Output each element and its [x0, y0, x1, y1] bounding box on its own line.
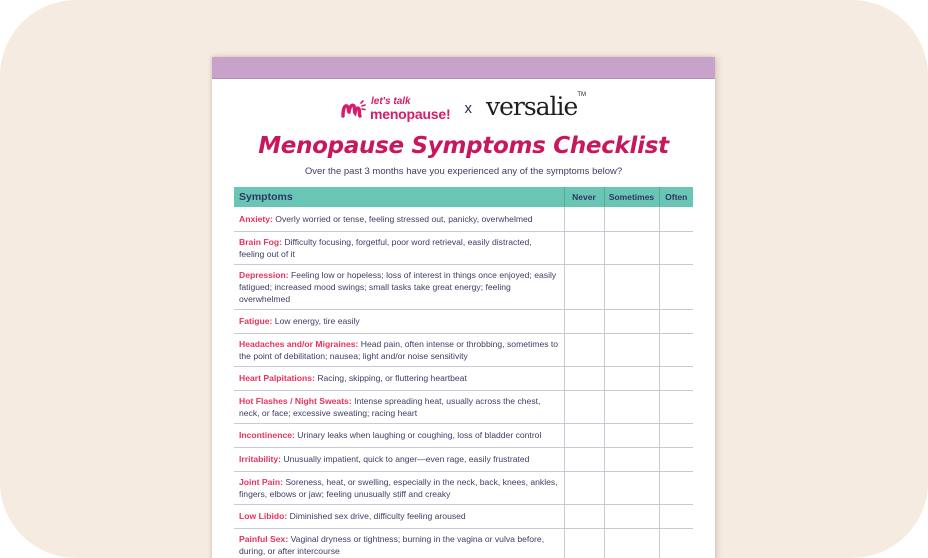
menopause-m-icon	[341, 98, 367, 120]
checkbox-never[interactable]	[564, 504, 604, 528]
header-sometimes: Sometimes	[604, 187, 659, 207]
table-row	[234, 528, 693, 558]
symptom-description: Unusually impatient, quick to anger—even rage, easily frustrated	[281, 454, 530, 464]
symptom-description: Urinary leaks when laughing or coughing, loss of bladder control	[294, 430, 542, 440]
symptom-description: Overly worried or tense, feeling stressed out, panicky, overwhelmed	[272, 213, 533, 224]
table-row	[234, 366, 693, 390]
checkbox-sometimes[interactable]	[604, 366, 659, 390]
symptom-term: Incontinence:	[239, 430, 295, 440]
checkbox-often[interactable]	[659, 309, 693, 333]
page-title: Menopause Symptoms Checklist	[258, 133, 669, 159]
symptom-cell	[234, 471, 564, 504]
logo-small-text: let's talk	[370, 95, 411, 107]
versalie-logo	[486, 92, 586, 121]
brand-logos	[212, 91, 715, 123]
symptom-cell	[234, 447, 564, 471]
page-subtitle: Over the past 3 months have you experienced any of the symptoms below?	[304, 166, 623, 177]
symptom-description: Racing, skipping, or fluttering heartbeat	[314, 373, 467, 383]
symptom-cell	[234, 231, 564, 264]
checkbox-never[interactable]	[564, 471, 604, 504]
document-top-bar	[212, 57, 715, 79]
checkbox-never[interactable]	[564, 309, 604, 333]
checkbox-often[interactable]	[659, 231, 693, 264]
header-symptoms: Symptoms	[234, 187, 564, 207]
symptom-term: Headaches and/or Migraines:	[239, 338, 359, 349]
checkbox-sometimes[interactable]	[604, 207, 659, 231]
symptom-description: Intense spreading heat, usually across the chest, neck, or face; excessive sweating; racing heart	[239, 395, 541, 418]
checkbox-often[interactable]	[659, 390, 693, 423]
table-row	[234, 390, 693, 423]
checkbox-never[interactable]	[564, 366, 604, 390]
checkbox-sometimes[interactable]	[604, 390, 659, 423]
symptom-cell	[234, 504, 564, 528]
checklist-document	[212, 57, 715, 558]
symptom-cell	[234, 333, 564, 366]
symptom-cell	[234, 264, 564, 309]
checkbox-never[interactable]	[564, 528, 604, 558]
table-row	[234, 447, 693, 471]
table-header-row	[234, 187, 693, 207]
partnership-separator: x	[464, 100, 472, 117]
symptom-description: Difficulty focusing, forgetful, poor word retrieval, easily distracted, feeling out of it	[239, 236, 532, 259]
checkbox-often[interactable]	[659, 366, 693, 390]
checkbox-often[interactable]	[659, 264, 693, 309]
checkbox-often[interactable]	[659, 423, 693, 447]
checkbox-never[interactable]	[564, 390, 604, 423]
symptom-description: Soreness, heat, or swelling, especially in the neck, back, knees, ankles, fingers, elbows or jaw; feeling unusually stiff and creaky	[239, 476, 558, 499]
table-row	[234, 504, 693, 528]
symptom-cell	[234, 390, 564, 423]
symptom-term: Anxiety:	[239, 213, 273, 224]
symptom-term: Joint Pain:	[239, 476, 283, 487]
versalie-wordmark: versalie	[485, 92, 578, 121]
table-row	[234, 264, 693, 309]
symptom-cell	[234, 423, 564, 447]
checkbox-sometimes[interactable]	[604, 333, 659, 366]
symptom-term: Hot Flashes / Night Sweats:	[239, 395, 352, 406]
symptom-cell	[234, 207, 564, 231]
checkbox-sometimes[interactable]	[604, 504, 659, 528]
checkbox-sometimes[interactable]	[604, 528, 659, 558]
checkbox-never[interactable]	[564, 231, 604, 264]
table-row	[234, 231, 693, 264]
table-row	[234, 309, 693, 333]
checkbox-sometimes[interactable]	[604, 447, 659, 471]
checkbox-often[interactable]	[659, 207, 693, 231]
checkbox-never[interactable]	[564, 447, 604, 471]
checkbox-often[interactable]	[659, 447, 693, 471]
checkbox-sometimes[interactable]	[604, 231, 659, 264]
checkbox-never[interactable]	[564, 264, 604, 309]
table-row	[234, 207, 693, 231]
symptom-description: Vaginal dryness or tightness; burning in the vagina or vulva before, during, or after intercourse	[239, 533, 545, 556]
checkbox-often[interactable]	[659, 333, 693, 366]
symptom-term: Heart Palpitations:	[239, 373, 315, 383]
symptom-description: Head pain, often intense or throbbing, sometimes to the point of debilitation; nausea; light and/or noise sensitivity	[239, 338, 559, 361]
header-never: Never	[564, 187, 604, 207]
symptom-term: Irritability:	[239, 454, 282, 464]
checkbox-often[interactable]	[659, 471, 693, 504]
lets-talk-menopause-logo	[341, 97, 450, 121]
symptoms-table	[234, 187, 693, 558]
checkbox-sometimes[interactable]	[604, 423, 659, 447]
symptom-term: Low Libido:	[239, 511, 288, 521]
header-often: Often	[659, 187, 693, 207]
symptom-term: Depression:	[239, 269, 289, 280]
checkbox-never[interactable]	[564, 423, 604, 447]
symptom-term: Painful Sex:	[239, 533, 289, 544]
symptom-description: Low energy, tire easily	[272, 316, 360, 326]
symptom-cell	[234, 366, 564, 390]
table-row	[234, 471, 693, 504]
table-row	[234, 333, 693, 366]
checkbox-never[interactable]	[564, 207, 604, 231]
checkbox-often[interactable]	[659, 504, 693, 528]
checkbox-often[interactable]	[659, 528, 693, 558]
checkbox-never[interactable]	[564, 333, 604, 366]
symptom-cell	[234, 528, 564, 558]
symptom-description: Feeling low or hopeless; loss of interest in things once enjoyed; easily fatigued; increased mood swings; small tasks take great energy; feeling overwhelmed	[239, 269, 557, 304]
checkbox-sometimes[interactable]	[604, 471, 659, 504]
checkbox-sometimes[interactable]	[604, 264, 659, 309]
symptom-term: Fatigue:	[239, 316, 273, 326]
trademark-mark: TM	[577, 91, 587, 98]
symptom-term: Brain Fog:	[239, 236, 282, 247]
logo-big-text: menopause!	[369, 105, 451, 122]
symptom-description: Diminished sex drive, difficulty feeling aroused	[287, 511, 466, 521]
symptom-cell	[234, 309, 564, 333]
table-row	[234, 423, 693, 447]
checkbox-sometimes[interactable]	[604, 309, 659, 333]
